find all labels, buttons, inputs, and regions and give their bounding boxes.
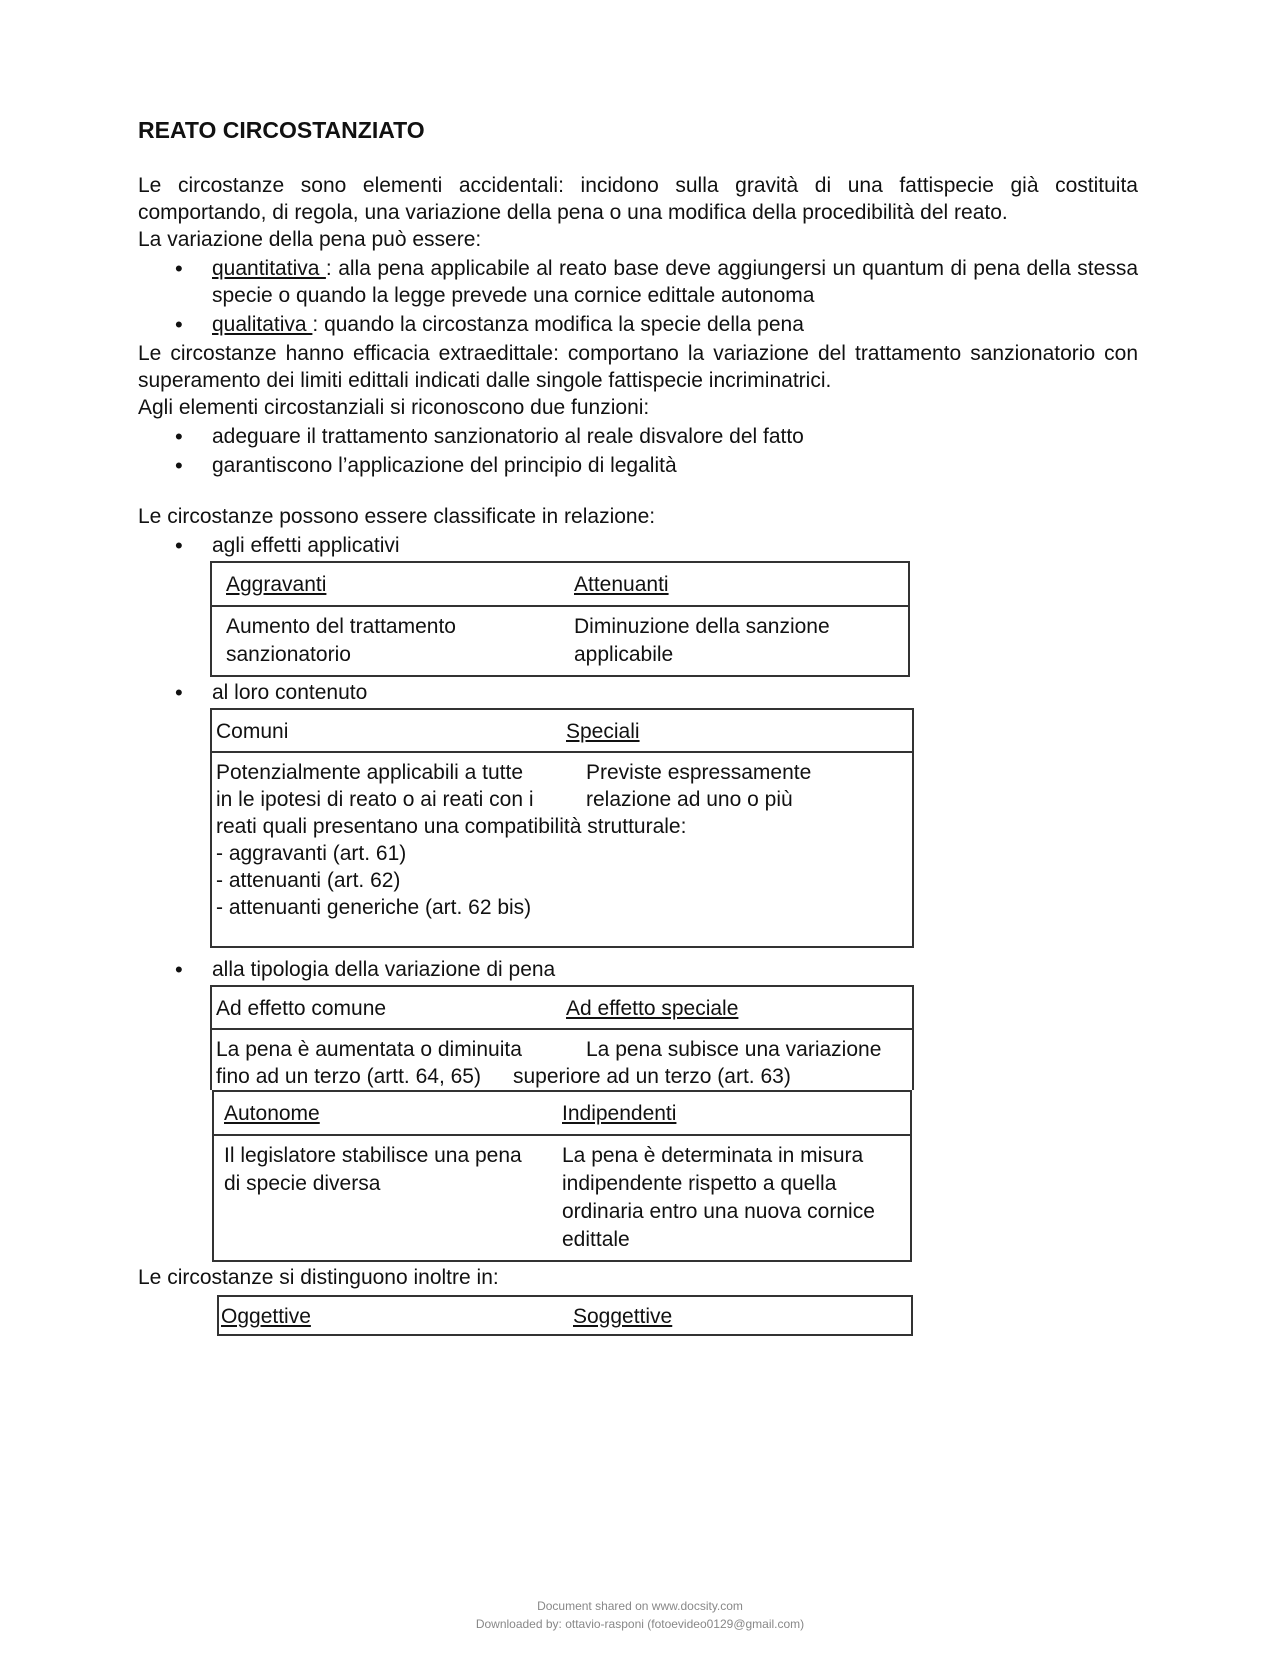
header-autonome: Autonome <box>224 1102 320 1125</box>
table-header <box>211 562 560 606</box>
table-cell: La pena è determinata in misura indipendente rispetto a quella ordinaria entro una nuova cornice edittale <box>562 1144 875 1251</box>
table-line: La pena subisce una variazione <box>586 1038 882 1061</box>
paragraph-funzioni: Agli elementi circostanziali si riconoscono due funzioni: <box>138 396 650 419</box>
header-effetto-comune: Ad effetto comune <box>216 997 387 1020</box>
table-header <box>213 1091 548 1135</box>
table-line: superiore ad un terzo (art. 63) <box>513 1065 791 1088</box>
table-line: reati quali presentano una compatibilità strutturale: <box>216 815 687 838</box>
paragraph-distinzione: Le circostanze si distinguono inoltre in: <box>138 1266 499 1289</box>
table-header <box>560 562 909 606</box>
header-attenuanti: Attenuanti <box>574 573 669 596</box>
table-line: - attenuanti (art. 62) <box>216 869 401 892</box>
table-cell: Diminuzione della sanzione applicabile <box>574 615 830 666</box>
list-item-quantitativa <box>138 255 1138 309</box>
table-line: in le ipotesi di reato o ai reati con i <box>216 788 534 811</box>
list-funzioni <box>138 423 1138 479</box>
table-body <box>212 1030 912 1090</box>
table-oggettive-soggettive <box>217 1295 913 1336</box>
table-line: - attenuanti generiche (art. 62 bis) <box>216 896 532 919</box>
paragraph-variazione: La variazione della pena può essere: <box>138 228 482 251</box>
list-item-qualitativa <box>138 311 1138 338</box>
list-item-text: : alla pena applicabile al reato base deve aggiungersi un quantum di pena della stessa specie o quando la legge prevede una cornice edittale autonoma <box>212 257 1139 307</box>
list-item-effetti: • agli effetti applicativi <box>138 532 1138 559</box>
table-comuni-speciali <box>210 708 914 948</box>
paragraph-intro: Le circostanze sono elementi accidentali: incidono sulla gravità di una fattispecie già costituita comportando, di regola, una variazione della pena o una modifica della procedibilità del reato. <box>138 174 1138 224</box>
table-header-row <box>212 710 912 753</box>
paragraph-efficacia: Le circostanze hanno efficacia extraedittale: comportano la variazione del trattamento sanzionatorio con superamento dei limiti edittali indicati dalle singole fattispecie incriminatrici. <box>138 342 1138 392</box>
list-classificazione-2 <box>138 679 1138 706</box>
table-header <box>548 1091 911 1135</box>
table-header-row <box>219 1297 911 1334</box>
table-autonome-indipendenti <box>212 1090 912 1262</box>
table-line: Previste espressamente <box>586 761 812 784</box>
list-variazione <box>138 255 1138 338</box>
header-indipendenti: Indipendenti <box>562 1102 677 1125</box>
table-cell: Aumento del trattamento sanzionatorio <box>226 615 456 666</box>
table-body <box>212 753 912 925</box>
header-aggravanti: Aggravanti <box>226 573 327 596</box>
list-item-text: : quando la circostanza modifica la specie della pena <box>312 313 804 336</box>
list-classificazione-3 <box>138 956 1138 983</box>
header-oggettive: Oggettive <box>221 1305 311 1328</box>
table-line: La pena è aumentata o diminuita <box>216 1038 522 1061</box>
header-effetto-speciale: Ad effetto speciale <box>566 997 739 1020</box>
list-item: • garantiscono l’applicazione del principio di legalità <box>138 452 1138 479</box>
footer-shared: Document shared on www.docsity.com <box>537 1599 743 1613</box>
paragraph-classificazione: Le circostanze possono essere classificate in relazione: <box>138 505 656 528</box>
table-effetto <box>210 985 914 1090</box>
list-item: • adeguare il trattamento sanzionatorio al reale disvalore del fatto <box>138 423 1138 450</box>
footer-downloaded: Downloaded by: ottavio-rasponi (fotoevideo0129@gmail.com) <box>475 1617 805 1631</box>
document-title: REATO CIRCOSTANZIATO <box>138 117 425 143</box>
header-soggettive: Soggettive <box>573 1305 673 1328</box>
table-header-row <box>212 987 912 1030</box>
table-line: - aggravanti (art. 61) <box>216 842 407 865</box>
header-speciali: Speciali <box>566 720 640 743</box>
list-classificazione-1 <box>138 532 1138 559</box>
table-line: fino ad un terzo (artt. 64, 65) <box>216 1065 481 1088</box>
table-line: relazione ad uno o più <box>586 788 793 811</box>
list-item-contenuto: • al loro contenuto <box>138 679 1138 706</box>
term-qualitativa: qualitativa <box>212 313 313 336</box>
table-aggravanti-attenuanti <box>210 561 910 677</box>
document-page <box>138 116 1138 1336</box>
header-comuni: Comuni <box>216 720 289 743</box>
table-cell: Il legislatore stabilisce una pena di specie diversa <box>224 1144 522 1195</box>
table-line: Potenzialmente applicabili a tutte <box>216 761 524 784</box>
list-item-tipologia: • alla tipologia della variazione di pena <box>138 956 1138 983</box>
term-quantitativa: quantitativa <box>212 257 326 280</box>
